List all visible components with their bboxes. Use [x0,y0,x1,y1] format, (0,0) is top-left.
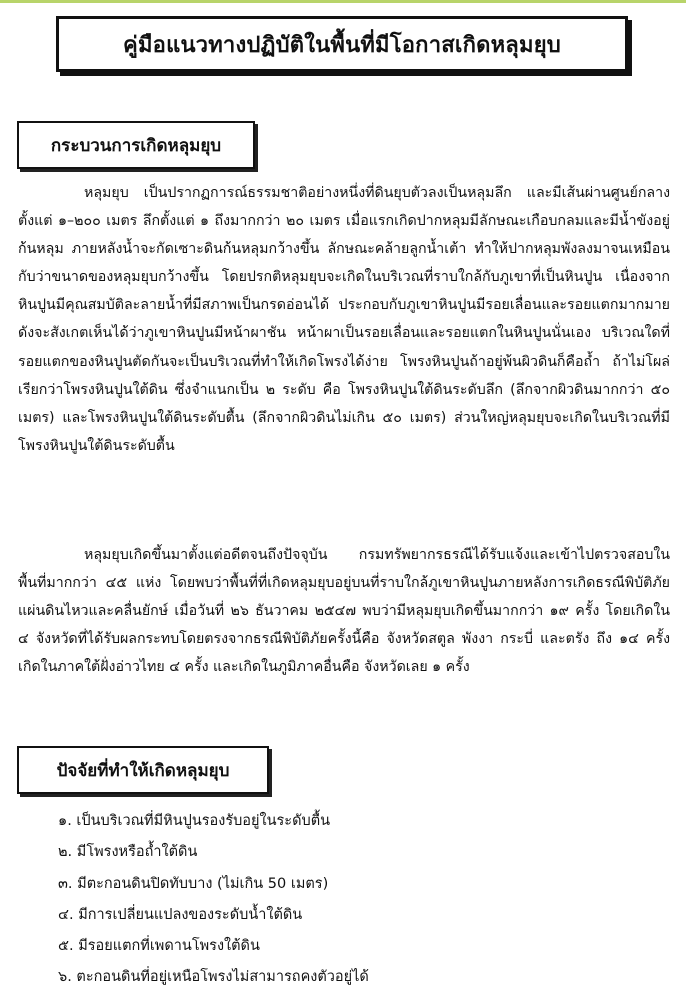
list-item: ๔. มีการเปลี่ยนแปลงของระดับน้ำใต้ดิน [58,906,303,923]
top-accent-line [0,0,686,3]
section-heading-sinkhole-factors: ปัจจัยที่ทำให้เกิดหลุมยุบ [17,746,269,794]
list-item: ๑. เป็นบริเวณที่มีหินปูนรองรับอยู่ในระดับตื้น [58,813,331,829]
list-item: ๕. มีรอยแตกที่เพดานโพรงใต้ดิน [58,938,260,955]
list-item: ๓. มีตะกอนดินปิดทับบาง (ไม่เกิน 50 เมตร) [58,875,329,892]
section-heading-sinkhole-process: กระบวนการเกิดหลุมยุบ [17,121,255,169]
paragraph-sinkhole-definition: หลุมยุบ เป็นปรากฏการณ์ธรรมชาติอย่างหนึ่งที่ดินยุบตัวลงเป็นหลุมลึก และมีเส้นผ่านศูนย์กลางตั้งแต่ ๑–๒๐๐ เมตร ลึกตั้งแต่ ๑ ถึงมากกว่า ๒๐ เมตร เมื่อแรกเกิดปากหลุมมีลักษณะเกือบกลมและมีน้ำขังอยู่ก้นหลุม ภายหลังน้ำจะกัดเซาะดินก้นหลุมกว้างขึ้น ลักษณะคล้ายลูกน้ำเต้า ทำให้ปากหลุมพังลงมาจนเหมือนกับว่าขนาดของหลุมยุบกว้างขึ้น โดยปรกติหลุมยุบจะเกิดในบริเวณที่ราบใกล้กับภูเขาที่เป็นหินปูน เนื่องจากหินปูนมีคุณสมบัติละลายน้ำที่มีสภาพเป็นกรดอ่อนได้ ประกอบกับภูเขาหินปูนมีรอยเลื่อนและรอยแตกมากมายดังจะสังเกตเห็นได้ว่าภูเขาหินปูนมีหน้าผาชัน หน้าผาเป็นรอยเลื่อนและรอยแตกในหินปูนนั่นเอง บริเวณใดที่รอยแตกของหินปูนตัดกันจะเป็นบริเวณที่ทำให้เกิดโพรงได้ง่าย โพรงหินปูนถ้าอยู่พ้นผิวดินก็คือถ้ำ ถ้าไม่โผล่เรียกว่าโพรงหินปูนใต้ดิน ซึ่งจำแนกเป็น ๒ ระดับ คือ โพรงหินปูนใต้ดินระดับลึก (ลึกจากผิวดินมากกว่า ๕๐ เมตร) และโพรงหินปูนใต้ดินระดับตื้น (ลึกจากผิวดินไม่เกิน ๕๐ เมตร) ส่วนใหญ่หลุมยุบจะเกิดในบริเวณที่มีโพรงหินปูนใต้ดินระดับตื้น [18,185,670,454]
document-title: คู่มือแนวทางปฏิบัติในพื้นที่มีโอกาสเกิดหลุมยุบ [56,16,628,72]
list-item: ๖. ตะกอนดินที่อยู่เหนือโพรงไม่สามารถคงตัวอยู่ได้ [58,969,369,986]
factors-list [58,806,369,994]
paragraph-sinkhole-history: หลุมยุบเกิดขึ้นมาตั้งแต่อดีตจนถึงปัจจุบัน กรมทรัพยากรธรณีได้รับแจ้งและเข้าไปตรวจสอบในพื้นที่มากกว่า ๔๕ แห่ง โดยพบว่าพื้นที่ที่เกิดหลุมยุบอยู่บนที่ราบใกล้ภูเขาหินปูนภายหลังการเกิดธรณีพิบัติภัยแผ่นดินไหวและคลื่นยักษ์ เมื่อวันที่ ๒๖ ธันวาคม ๒๕๔๗ พบว่ามีหลุมยุบเกิดขึ้นมากกว่า ๑๙ ครั้ง โดยเกิดใน ๔ จังหวัดที่ได้รับผลกระทบโดยตรงจากธรณีพิบัติภัยครั้งนี้คือ จังหวัดสตูล พังงา กระบี่ และตรัง ถึง ๑๔ ครั้ง เกิดในภาคใต้ฝั่งอ่าวไทย ๔ ครั้ง และเกิดในภูมิภาคอื่นคือ จังหวัดเลย ๑ ครั้ง [18,547,670,676]
list-item: ๒. มีโพรงหรือถ้ำใต้ดิน [58,844,198,861]
